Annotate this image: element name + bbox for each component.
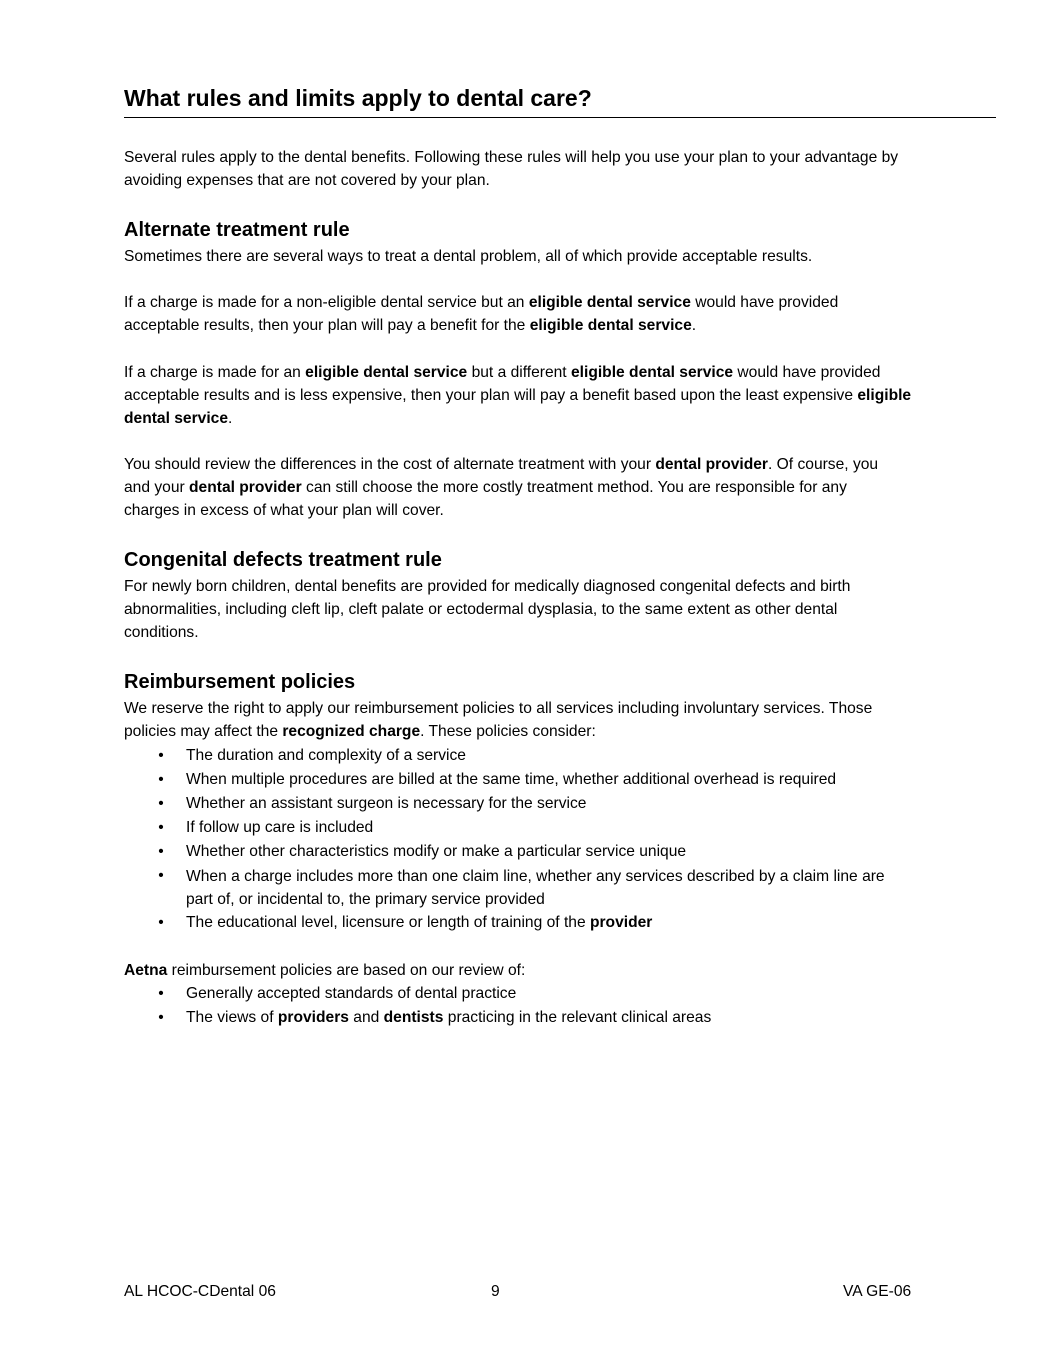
intro-paragraph xyxy=(124,146,996,192)
bullet-icon: • xyxy=(158,795,164,812)
congenital-defects-heading: Congenital defects treatment rule xyxy=(124,549,442,571)
list-item: • When a charge includes more than one claim line, whether any services described by a claim line are part of, or incidental to, the primary service provided xyxy=(124,864,996,911)
bullet-icon: • xyxy=(158,867,164,884)
dental-provider-term: dental provider xyxy=(655,456,769,473)
list-item: • The views of providers and dentists practicing in the relevant clinical areas xyxy=(124,1006,996,1030)
list-item: • If follow up care is included xyxy=(124,816,996,840)
footer-page-number: 9 xyxy=(491,1283,500,1300)
list-item: • Whether other characteristics modify or make a particular service unique xyxy=(124,840,996,864)
providers-term: providers xyxy=(277,1009,349,1026)
bullet-icon: • xyxy=(158,747,164,764)
list-item: • The educational level, licensure or length of training of the provider xyxy=(124,911,996,935)
intro-line: Several rules apply to the dental benefits. Following these rules will help you use your plan to your advantage by xyxy=(124,149,899,166)
text-run: . These policies consider: xyxy=(420,723,596,740)
bullet-icon: • xyxy=(158,843,164,860)
bullet-icon: • xyxy=(158,1009,164,1026)
list-item: • Generally accepted standards of dental practice xyxy=(124,982,996,1006)
reimbursement-considerations-list xyxy=(124,744,996,935)
bullet-icon: • xyxy=(158,771,164,788)
reimbursement-policies-heading: Reimbursement policies xyxy=(124,671,356,693)
congenital-paragraph xyxy=(124,575,996,644)
list-item: • Whether an assistant surgeon is necessary for the service xyxy=(124,792,996,816)
bullet-icon: • xyxy=(158,914,164,931)
text-run: reimbursement policies are based on our review of: xyxy=(167,962,526,979)
list-item: • When multiple procedures are billed at the same time, whether additional overhead is required xyxy=(124,768,996,792)
recognized-charge-term: recognized charge xyxy=(282,723,421,740)
provider-term: provider xyxy=(589,914,653,931)
text-run: charges in excess of what your plan will cover. xyxy=(124,502,444,519)
dental-service-term: dental service xyxy=(124,410,229,427)
text-run: . xyxy=(691,317,697,334)
alternate-paragraph-2 xyxy=(124,291,996,337)
text-run: acceptable results, then your plan will pay a benefit for the xyxy=(124,317,530,334)
text-run: can still choose the more costly treatment method. You are responsible for any xyxy=(301,479,847,496)
aetna-term: Aetna xyxy=(124,962,168,979)
text-run: acceptable results and is less expensive, then your plan will pay a benefit based upon the least expensive xyxy=(124,387,858,404)
text-run: but a different xyxy=(467,364,571,381)
eligible-dental-service-term: eligible dental service xyxy=(528,294,691,311)
text-run: and your xyxy=(124,479,190,496)
text-run: We reserve the right to apply our reimbursement policies to all services including involuntary services. Those xyxy=(124,700,873,717)
footer-document-code: AL HCOC-CDental 06 xyxy=(124,1283,276,1300)
text-run: would have provided xyxy=(690,294,839,311)
alternate-paragraph-1: Sometimes there are several ways to treat a dental problem, all of which provide acceptable results. xyxy=(124,248,813,265)
eligible-term: eligible xyxy=(857,387,912,404)
aetna-policies-intro xyxy=(124,959,996,982)
bullet-icon: • xyxy=(158,985,164,1002)
text-run: would have provided xyxy=(733,364,881,381)
alternate-treatment-heading: Alternate treatment rule xyxy=(124,219,350,241)
aetna-review-list xyxy=(124,982,996,1030)
eligible-dental-service-term: eligible dental service xyxy=(305,364,468,381)
intro-line: avoiding expenses that are not covered by your plan. xyxy=(124,172,490,189)
dentists-term: dentists xyxy=(383,1009,444,1026)
text-run: . xyxy=(228,410,233,427)
eligible-dental-service-term: eligible dental service xyxy=(570,364,734,381)
text-run: If a charge is made for a non-eligible dental service but an xyxy=(124,294,529,311)
text-run: . Of course, you xyxy=(768,456,879,473)
page-title: What rules and limits apply to dental care? xyxy=(124,84,996,118)
text-run: You should review the differences in the cost of alternate treatment with your xyxy=(124,456,656,473)
alternate-paragraph-3 xyxy=(124,361,996,430)
text-run: conditions. xyxy=(124,624,199,641)
dental-provider-term: dental provider xyxy=(189,479,302,496)
reimbursement-paragraph xyxy=(124,697,996,743)
eligible-dental-service-term: eligible dental service xyxy=(529,317,692,334)
bullet-icon: • xyxy=(158,819,164,836)
text-run: policies may affect the xyxy=(124,723,283,740)
footer-version-code: VA GE-06 xyxy=(843,1283,912,1300)
text-run: abnormalities, including cleft lip, cleft palate or ectodermal dysplasia, to the same extent as other dental xyxy=(124,601,838,618)
alternate-paragraph-4 xyxy=(124,453,996,522)
text-run: For newly born children, dental benefits are provided for medically diagnosed congenital defects and birth xyxy=(124,578,851,595)
text-run: If a charge is made for an xyxy=(124,364,306,381)
list-item: • The duration and complexity of a service xyxy=(124,744,996,768)
